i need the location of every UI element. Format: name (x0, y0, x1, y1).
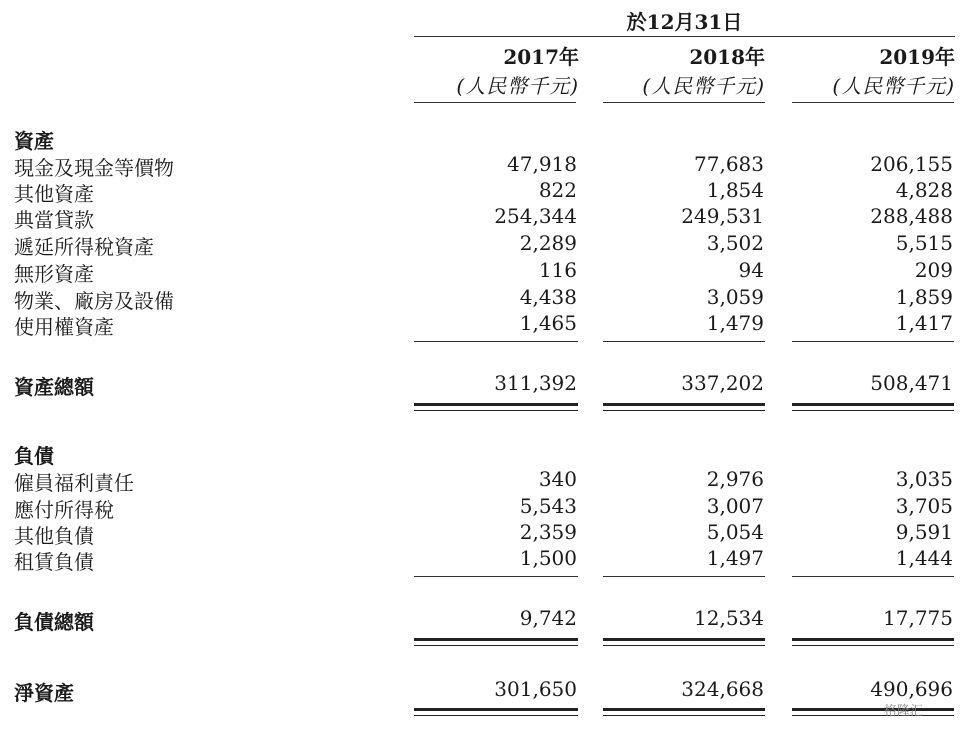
liability-row-value: 5,054 (706, 520, 764, 544)
watermark-logo: 格隆汇 (884, 704, 924, 719)
asset-row-value: 4,438 (519, 285, 577, 309)
total-double-rule (792, 645, 954, 646)
net-assets-label: 淨資產 (14, 681, 74, 705)
asset-row-label: 其他資產 (14, 182, 94, 206)
liability-row-value: 9,591 (895, 520, 953, 544)
liability-row-label: 僱員福利責任 (14, 471, 134, 495)
liability-row-value: 3,007 (706, 494, 764, 518)
asset-row-value: 288,488 (870, 204, 953, 228)
total-assets-value: 311,392 (494, 371, 577, 395)
total-double-rule (414, 410, 578, 411)
asset-row-value: 249,531 (681, 204, 764, 228)
liability-row-value: 3,035 (895, 467, 953, 491)
subtotal-rule (603, 576, 765, 577)
asset-row-value: 5,515 (895, 231, 953, 255)
asset-row-value: 1,465 (519, 311, 577, 335)
total-liabilities-value: 9,742 (519, 606, 577, 630)
total-double-rule (792, 403, 954, 406)
asset-row-value: 2,289 (519, 231, 577, 255)
unit-label-2017: (人民幣千元) (456, 74, 579, 98)
total-double-rule (603, 708, 765, 711)
subtotal-rule (792, 576, 954, 577)
liability-row-label: 租賃負債 (14, 550, 94, 574)
date-header: 於12月31日 (626, 10, 743, 34)
liability-row-label: 其他負債 (14, 524, 94, 548)
asset-row-value: 4,828 (895, 178, 953, 202)
unit-rule (603, 102, 765, 103)
asset-row-value: 254,344 (494, 204, 577, 228)
asset-row-value: 77,683 (694, 152, 764, 176)
liability-row-value: 3,705 (895, 494, 953, 518)
asset-row-value: 116 (538, 258, 577, 282)
net-assets-value: 301,650 (494, 677, 577, 701)
subtotal-rule (414, 576, 578, 577)
asset-row-value: 1,479 (706, 311, 764, 335)
asset-row-value: 47,918 (507, 152, 577, 176)
asset-row-value: 3,059 (706, 285, 764, 309)
total-assets-value: 508,471 (870, 371, 953, 395)
liability-row-value: 2,359 (519, 520, 577, 544)
liability-row-value: 5,543 (519, 494, 577, 518)
total-liabilities-value: 17,775 (883, 606, 953, 630)
asset-row-value: 1,854 (706, 178, 764, 202)
total-double-rule (603, 645, 765, 646)
asset-row-label: 遞延所得稅資產 (14, 235, 154, 259)
asset-row-label: 使用權資產 (14, 315, 114, 339)
total-double-rule (414, 403, 578, 406)
subtotal-rule (414, 341, 578, 342)
unit-label-2018: (人民幣千元) (642, 74, 765, 98)
subtotal-rule (792, 341, 954, 342)
asset-row-value: 1,859 (895, 285, 953, 309)
total-liabilities-label: 負債總額 (14, 610, 94, 634)
assets-section-title: 資產 (14, 129, 54, 153)
liability-row-label: 應付所得稅 (14, 498, 114, 522)
year-header-2017: 2017年 (503, 45, 579, 69)
total-assets-label: 資產總額 (14, 375, 94, 399)
total-double-rule (414, 708, 578, 711)
asset-row-value: 1,417 (895, 311, 953, 335)
liability-row-value: 340 (538, 467, 577, 491)
total-double-rule (603, 403, 765, 406)
asset-row-value: 3,502 (706, 231, 764, 255)
total-double-rule (414, 638, 578, 641)
unit-rule (414, 102, 576, 103)
asset-row-label: 現金及現金等價物 (14, 156, 174, 180)
unit-label-2019: (人民幣千元) (832, 74, 955, 98)
total-double-rule (603, 715, 765, 716)
total-double-rule (603, 638, 765, 641)
asset-row-value: 822 (538, 178, 577, 202)
subtotal-rule (603, 341, 765, 342)
total-double-rule (603, 410, 765, 411)
asset-row-label: 典當貸款 (14, 208, 94, 232)
liability-row-value: 1,444 (895, 546, 953, 570)
total-double-rule (414, 715, 578, 716)
total-double-rule (414, 645, 578, 646)
asset-row-value: 209 (914, 258, 953, 282)
liability-row-value: 2,976 (706, 467, 764, 491)
asset-row-value: 206,155 (870, 152, 953, 176)
total-assets-value: 337,202 (681, 371, 764, 395)
total-double-rule (792, 638, 954, 641)
liability-row-value: 1,500 (519, 546, 577, 570)
year-header-2019: 2019年 (879, 45, 955, 69)
unit-rule (792, 102, 954, 103)
total-double-rule (792, 715, 954, 716)
asset-row-value: 94 (738, 258, 764, 282)
header-rule (414, 36, 955, 37)
liabilities-section-title: 負債 (14, 444, 54, 468)
asset-row-label: 無形資產 (14, 262, 94, 286)
net-assets-value: 490,696 (870, 677, 953, 701)
total-double-rule (792, 708, 954, 711)
total-double-rule (792, 410, 954, 411)
year-header-2018: 2018年 (689, 45, 765, 69)
liability-row-value: 1,497 (706, 546, 764, 570)
asset-row-label: 物業、廠房及設備 (14, 289, 174, 313)
net-assets-value: 324,668 (681, 677, 764, 701)
total-liabilities-value: 12,534 (694, 606, 764, 630)
